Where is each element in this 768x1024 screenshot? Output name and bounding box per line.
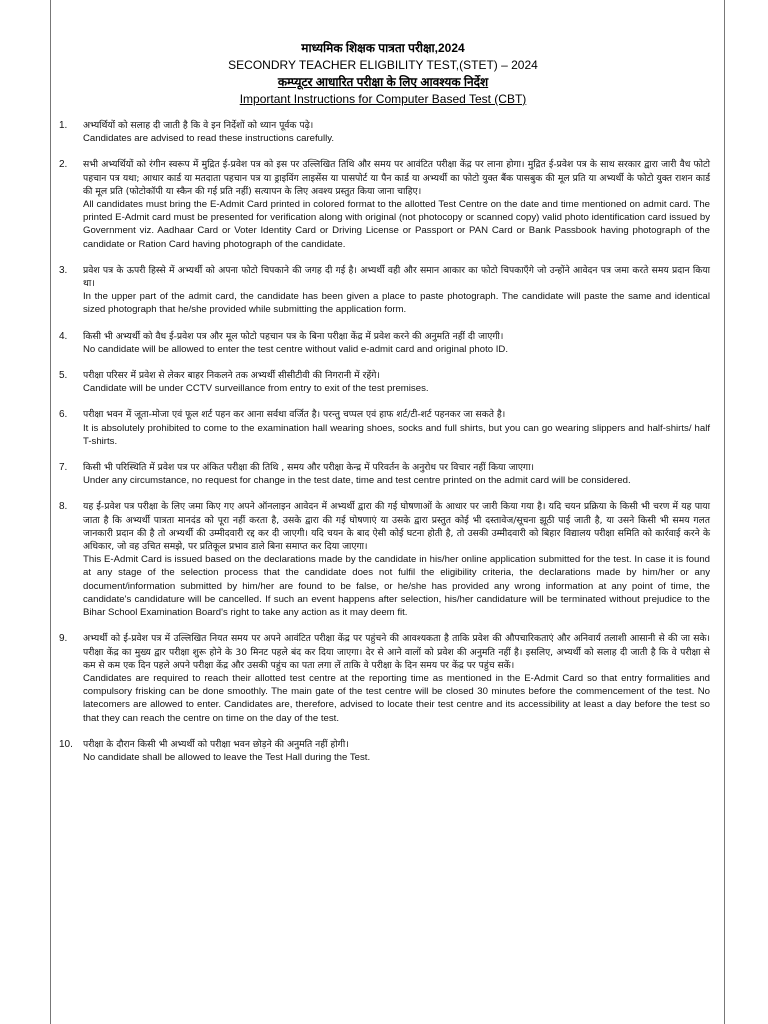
instruction-text-english: Candidate will be under CCTV surveillance from entry to exit of the test premises. [83, 383, 429, 395]
instruction-text-hindi: परीक्षा के दौरान किसी भी अभ्यर्थी को परीक्षा भवन छोड़ने की अनुमति नहीं होगी। [83, 738, 349, 750]
instruction-text-hindi: यह ई-प्रवेश पत्र परीक्षा के लिए जमा किए गए अपने ऑनलाइन आवेदन में अभ्यर्थी द्वारा की गई घोषणाओं के आधार पर जारी किया गया है। यदि चयन प्रक्रिया के किसी भी चरण में यह पाया जाता है कि अभ्यर्थी पात्रता मानदंड को पूरा नहीं करता है, उसके द्वारा की गई घोषणाएं या उसके द्वारा प्रस्तुत कोई भी दस्तावेज/सूचना झूठी पाई जाती है, या उसने किसी भी समय गलत जानकारी प्रदान की है तो अभ्यर्थी की उम्मीदवारी रद्द कर दी जाएगी। यदि चयन के बाद ऐसी कोई घटना होती है, तो उसकी उम्मीदवारी को बिहार विद्यालय परीक्षा समिति को कार्रवाई करने के अधिकार, जो वह उचित समझे, पर प्रतिकूल प्रभाव डाले बिना समाप्त कर दिया जाएगा। [83, 501, 710, 553]
instruction-item [56, 330, 710, 356]
instruction-item [56, 408, 710, 448]
instruction-text-english: All candidates must bring the E-Admit Card printed in colored format to the allotted Test Centre on the date and time mentioned on admit card. The printed E-Admit card must be presented for verification along with original (not photocopy or scanned copy) valid photo identification card issued by Government viz. Aadhaar Card or Voter Identity Card or Driving License or Passport or PAN Card or Bank Passbook having photograph of the candidate or Ration Card having photograph of the candidate. [83, 199, 710, 250]
instruction-text-hindi: परीक्षा भवन में जूता-मोजा एवं फूल शर्ट पहन कर आना सर्वथा वर्जित है। परन्तु चप्पल एवं हाफ शर्ट/टी-शर्ट पहनकर जा सकते है। [83, 409, 506, 421]
instruction-text-english: This E-Admit Card is issued based on the declarations made by the candidate in his/her online application submitted for the test. In case it is found at any stage of the selection process that the candidate does not fulfil the eligibility criteria, the declarations made by him/her or any document/information submitted by him/her are found to be false, or he/she has provided any wrong information at any point of time, the candidate's candidature will be cancelled. If such an event happens after selection, his/her candidature will be terminated without prejudice to the Bihar School Examination Board's right to take any action as it may deem fit. [83, 554, 710, 619]
instruction-number: 2. [59, 159, 68, 171]
instruction-number: 1. [59, 120, 68, 131]
instruction-text-hindi: किसी भी परिस्थिति में प्रवेश पत्र पर अंकित परीक्षा की तिथि , समय और परीक्षा केन्द्र में परिवर्तन के अनुरोध पर विचार नहीं किया जाएगा। [83, 462, 534, 474]
instruction-item [56, 119, 710, 145]
instruction-text-english: In the upper part of the admit card, the candidate has been given a place to paste photograph. The candidate will paste the same and identical sized photograph that he/she provided while submitting the application form. [83, 291, 710, 316]
instructions-heading-hindi: कम्प्यूटर आधारित परीक्षा के लिए आवश्यक निर्देश [277, 75, 489, 89]
instruction-number: 7. [59, 462, 68, 474]
instruction-text-english: Candidates are required to reach their allotted test centre at the reporting time as mentioned in the E-Admit Card so that entry formalities and compulsory frisking can be done smoothly. The main gate of the test centre will be closed 30 minutes before the commencement of the test. No latecomers are allowed to enter. Candidates are, therefore, advised to locate their test centre and its accessibility at least a day before the test so that they can reach the centre on time on the day of the test. [83, 672, 710, 724]
instruction-item [56, 461, 710, 487]
exam-title-english: SECONDRY TEACHER ELIGBILITY TEST,(STET) – 2024 [228, 58, 538, 72]
document-page [56, 40, 710, 777]
instruction-text-english: Under any circumstance, no request for change in the test date, time and test centre printed on the admit card will be considered. [83, 475, 631, 487]
instruction-number: 4. [59, 330, 68, 342]
instruction-text-english: No candidate will be allowed to enter the test centre without valid e-admit card and original photo ID. [83, 343, 509, 355]
instruction-text-hindi: अभ्यर्थियों को सलाह दी जाती है कि वे इन निर्देशों को ध्यान पूर्वक पढ़े। [83, 120, 314, 131]
instruction-text-english: Candidates are advised to read these instructions carefully. [83, 133, 334, 145]
instruction-list [56, 119, 710, 764]
instruction-number: 9. [59, 633, 68, 645]
exam-title-hindi: माध्यमिक शिक्षक पात्रता परीक्षा,2024 [301, 41, 465, 55]
document-header [56, 40, 710, 108]
instruction-item [56, 369, 710, 395]
instruction-text-hindi: किसी भी अभ्यर्थी को वैध ई-प्रवेश पत्र और मूल फोटो पहचान पत्र के बिना परीक्षा केंद्र में प्रवेश करने की अनुमति नहीं दी जाएगी। [83, 330, 504, 342]
instruction-item [56, 738, 710, 764]
instruction-item [56, 264, 710, 317]
instruction-item [56, 500, 710, 619]
instruction-number: 8. [59, 501, 68, 513]
instruction-text-hindi: परीक्षा परिसर में प्रवेश से लेकर बाहर निकलने तक अभ्यर्थी सीसीटीवी की निगरानी में रहेंगे। [83, 370, 380, 382]
instructions-heading-english: Important Instructions for Computer Based Test (CBT) [239, 92, 527, 106]
instruction-text-hindi: सभी अभ्यर्थियों को रंगीन स्वरूप में मुद्रित ई-प्रवेश पत्र को इस पर उल्लिखित तिथि और समय पर आवंटित परीक्षा केंद्र पर लाना होगा। मुद्रित ई-प्रवेश पत्र के साथ सरकार द्वारा जारी वैध फोटो पहचान पत्र यथा; आधार कार्ड या मतदाता पहचान पत्र या ड्राइविंग लाइसेंस या पासपोर्ट या पैन कार्ड या अभ्यर्थी का फोटो युक्त बैंक पासबुक की मूल प्रति या अभ्यर्थी के फोटो युक्त राशन कार्ड की मूल प्रति (फोटोकॉपी या स्कैन की गई प्रति नहीं) सत्यापन के लिए अवश्य प्रस्तुत किया जाना चाहिए। [83, 159, 710, 197]
instruction-number: 10. [59, 738, 73, 750]
instruction-item [56, 632, 710, 724]
instruction-text-hindi: अभ्यर्थी को ई-प्रवेश पत्र में उल्लिखित नियत समय पर अपने आवंटित परीक्षा केंद्र पर पहुंचने की आवश्यकता है ताकि प्रवेश की औपचारिकताएं और अनिवार्य तलाशी आसानी से की जा सके। परीक्षा केंद्र का मुख्य द्वार परीक्षा शुरू होने के 30 मिनट पहले बंद कर दिया जाएगा। देर से आने वालों को प्रवेश की अनुमति नहीं है। इसलिए, अभ्यर्थी को सलाह दी जाती है कि वे परीक्षा से कम से कम एक दिन पहले अपने परीक्षा केंद्र और उसकी पहुंच का पता लगा लें ताकि वे परीक्षा के दिन समय पर केंद्र पर पहुंच सकें। [83, 633, 710, 671]
instruction-number: 5. [59, 370, 68, 382]
instruction-text-english: It is absolutely prohibited to come to the examination hall wearing shoes, socks and full shirts, but you can go wearing slippers and half-shirts/ half T-shirts. [83, 422, 710, 447]
instruction-text-english: No candidate shall be allowed to leave the Test Hall during the Test. [83, 751, 371, 763]
instruction-number: 3. [59, 264, 68, 276]
instruction-item [56, 158, 710, 250]
page-left-border [50, 0, 51, 1024]
instruction-number: 6. [59, 409, 68, 421]
page-right-border [724, 0, 725, 1024]
instruction-text-hindi: प्रवेश पत्र के ऊपरी हिस्से में अभ्यर्थी को अपना फोटो चिपकाने की जगह दी गई है। अभ्यर्थी वही और समान आकार का फोटो चिपकाएँगे जो उन्होंने आवेदन पत्र जमा करते समय प्रदान किया था। [83, 264, 710, 290]
